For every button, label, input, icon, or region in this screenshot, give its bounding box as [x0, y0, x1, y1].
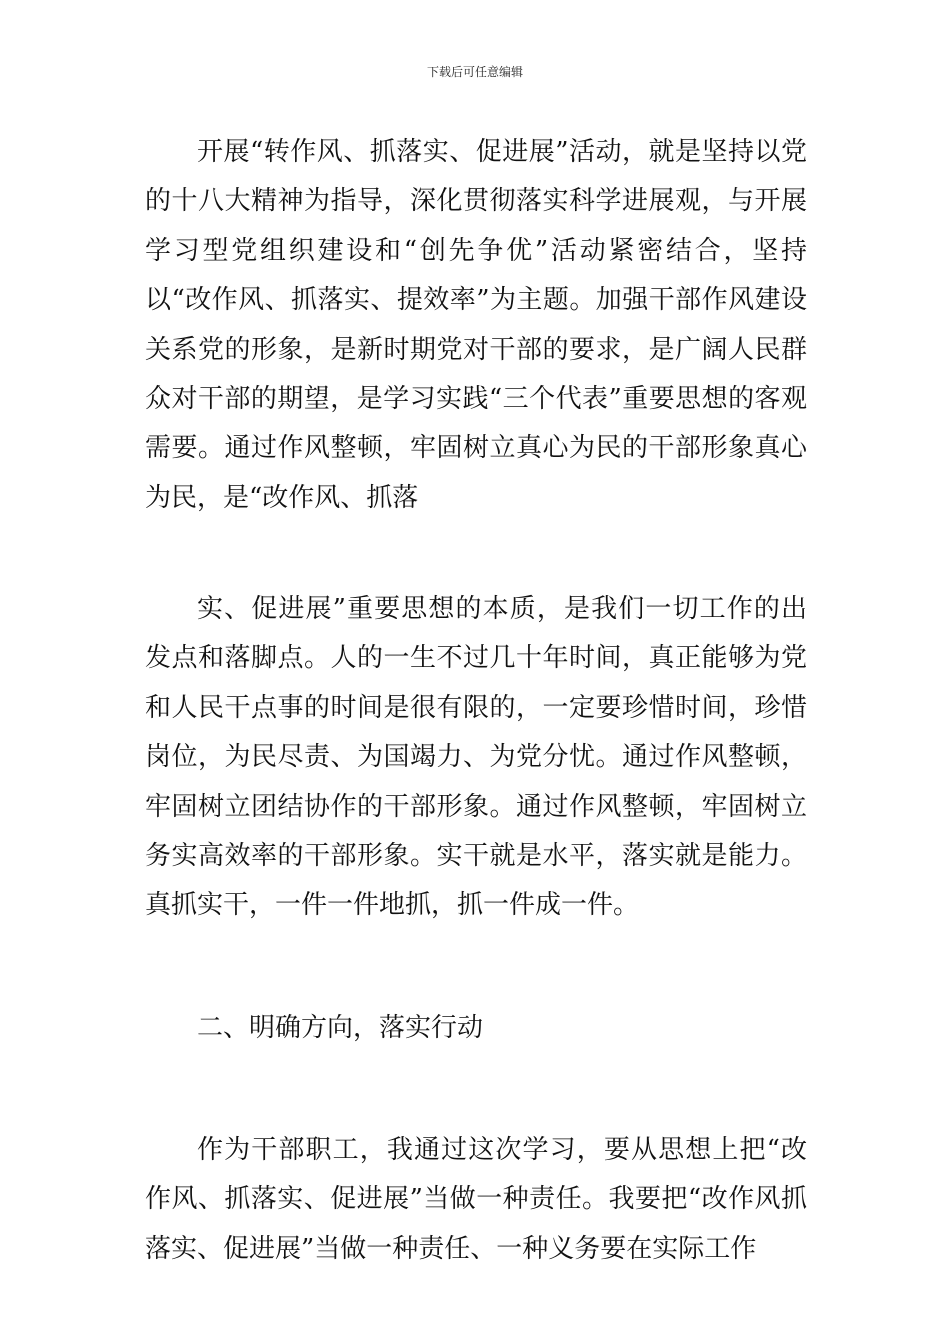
page-header: 下载后可任意编辑	[426, 65, 523, 79]
paragraph-spacer	[145, 935, 807, 1004]
document-body	[145, 128, 807, 1274]
section-heading: 二、明确方向，落实行动	[197, 1013, 484, 1043]
paragraph-spacer	[145, 1054, 807, 1126]
paragraph-1: 开展“转作风、抓落实、促进展”活动，就是坚持以党的十八大精神为指导，深化贯彻落实科学进展观，与开展学习型党组织建设和“创先争优”活动紧密结合，坚持以“改作风、抓落实、提效率”为主题。加强干部作风建设关系党的形象，是新时期党对干部的要求，是广阔人民群众对干部的期望，是学习实践“三个代表”重要思想的客观需要。通过作风整顿，牢固树立真心为民的干部形象真心为民，是“改作风、抓落	[145, 137, 807, 513]
paragraph-3: 作为干部职工，我通过这次学习，要从思想上把“改作风、抓落实、促进展”当做一种责任。我要把“改作风抓落实、促进展”当做一种责任、一种义务要在实际工作	[145, 1135, 807, 1264]
paragraph-2: 实、促进展”重要思想的本质，是我们一切工作的出发点和落脚点。人的一生不过几十年时间，真正能够为党和人民干点事的时间是很有限的，一定要珍惜时间，珍惜岗位，为民尽责、为国竭力、为党分忧。通过作风整顿，牢固树立团结协作的干部形象。通过作风整顿，牢固树立务实高效率的干部形象。实干就是水平，落实就是能力。真抓实干，一件一件地抓，抓一件成一件。	[145, 594, 807, 921]
paragraph-spacer	[145, 528, 807, 585]
